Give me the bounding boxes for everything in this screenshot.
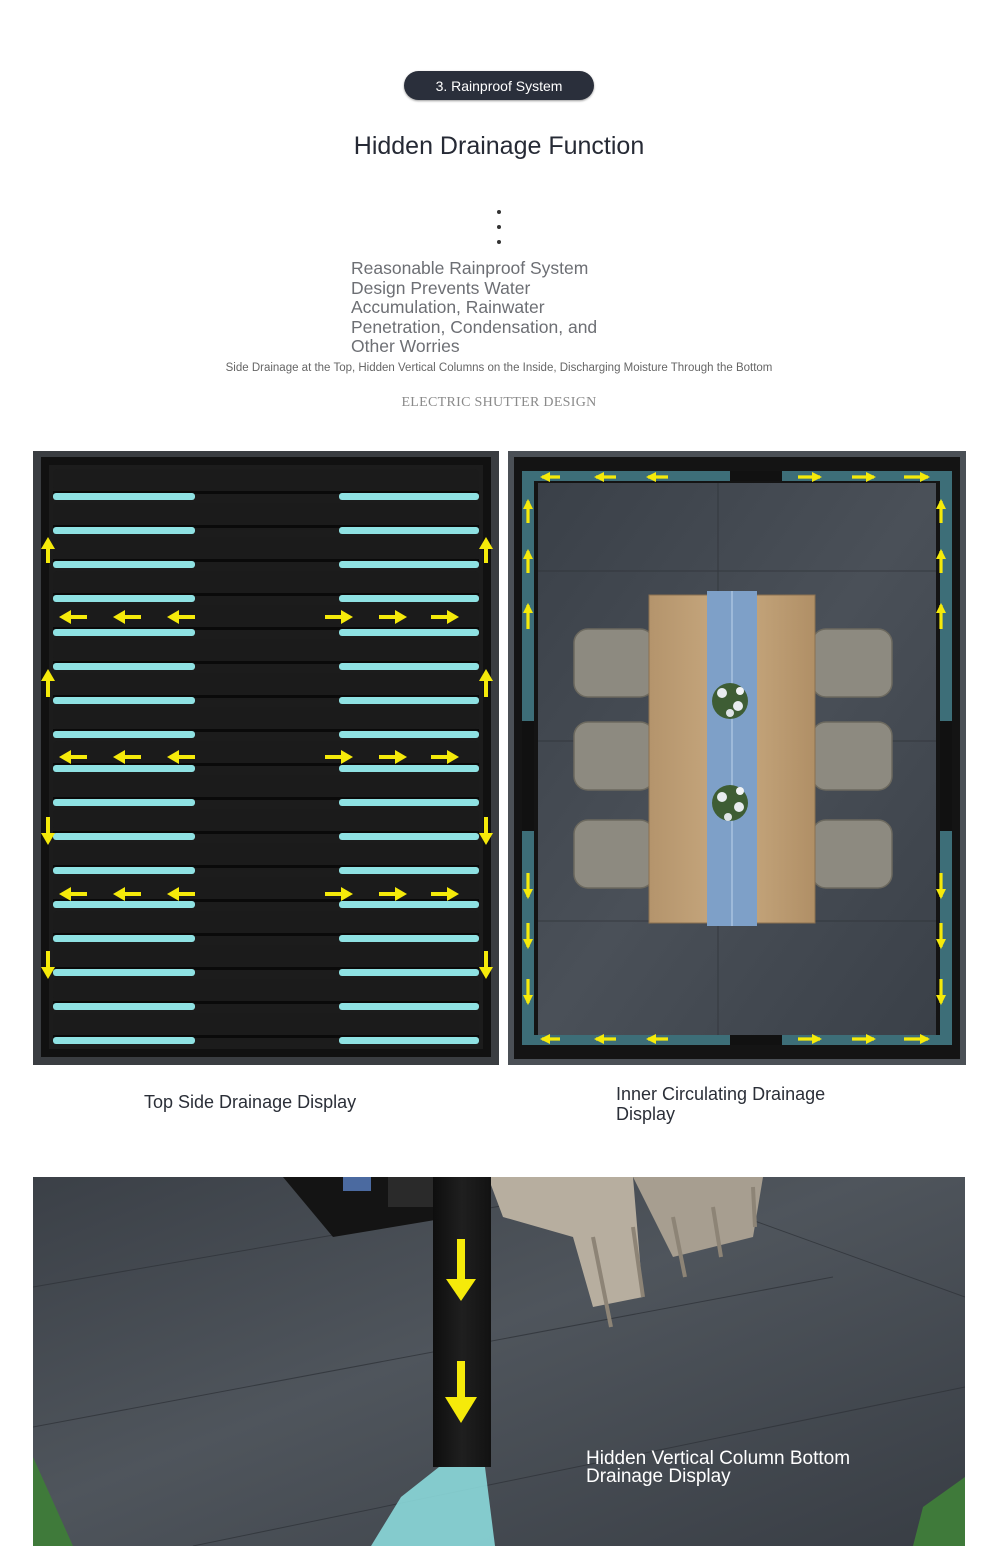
water-channel-left <box>53 663 195 670</box>
louver-slat <box>53 673 479 695</box>
water-channel-right <box>339 697 479 704</box>
water-channel-right <box>339 1037 479 1044</box>
water-channel-right <box>339 493 479 500</box>
water-channel-right <box>339 731 479 738</box>
water-channel-left <box>53 765 195 772</box>
subheading: Reasonable Rainproof System Design Prevents Water Accumulation, Rainwater Penetration, Condensation, and Other Worries <box>351 258 598 356</box>
water-channel-left <box>53 867 195 874</box>
water-channel-left <box>53 697 195 704</box>
louver-slat <box>53 639 479 661</box>
water-channel-right <box>339 595 479 602</box>
louver-slat <box>53 809 479 831</box>
vertical-column-illustration <box>33 1177 965 1546</box>
water-channel-left <box>53 969 195 976</box>
louver-slat <box>53 571 479 593</box>
water-channel-left <box>53 493 195 500</box>
brand-tagline: ELECTRIC SHUTTER DESIGN <box>401 395 597 410</box>
water-channel-right <box>339 561 479 568</box>
water-channel-left <box>53 1037 195 1044</box>
inner-circulating-drainage-label: Inner Circulating Drainage Display <box>616 1084 826 1124</box>
water-channel-right <box>339 833 479 840</box>
water-channel-right <box>339 527 479 534</box>
water-channel-right <box>339 935 479 942</box>
water-channel-left <box>53 799 195 806</box>
louver-slat <box>53 741 479 763</box>
louver-slat <box>53 1013 479 1035</box>
water-channel-right <box>339 1003 479 1010</box>
page-title: Hidden Drainage Function <box>353 132 645 160</box>
water-channel-right <box>339 969 479 976</box>
water-channel-left <box>53 629 195 636</box>
water-channel-left <box>53 527 195 534</box>
water-channel-right <box>339 901 479 908</box>
inner-circulating-drainage-image <box>508 451 966 1065</box>
water-channel-right <box>339 799 479 806</box>
louver-slat <box>53 469 479 491</box>
water-channel-left <box>53 935 195 942</box>
louver-slat <box>53 537 479 559</box>
louver-slat <box>53 911 479 933</box>
louver-roof-illustration <box>33 451 499 1065</box>
louver-slat <box>53 945 479 967</box>
table-top-view-illustration <box>508 451 966 1065</box>
water-channel-right <box>339 629 479 636</box>
water-channel-left <box>53 901 195 908</box>
water-channel-left <box>53 595 195 602</box>
water-channel-right <box>339 867 479 874</box>
louver-slat <box>53 775 479 797</box>
water-channel-right <box>339 663 479 670</box>
louver-slat <box>53 707 479 729</box>
description-caption: Side Drainage at the Top, Hidden Vertical Columns on the Inside, Discharging Moisture Through the Bottom <box>225 362 773 374</box>
column-bottom-drainage-image <box>33 1177 965 1546</box>
water-channel-left <box>53 731 195 738</box>
water-channel-left <box>53 1003 195 1010</box>
louver-slat <box>53 503 479 525</box>
section-badge: 3. Rainproof System <box>404 71 594 100</box>
louver-slat <box>53 979 479 1001</box>
column-bottom-drainage-label: Hidden Vertical Column Bottom Drainage Display <box>586 1448 851 1487</box>
louver-slat <box>53 843 479 865</box>
top-side-drainage-label: Top Side Drainage Display <box>144 1092 357 1112</box>
water-channel-left <box>53 833 195 840</box>
water-channel-right <box>339 765 479 772</box>
top-side-drainage-image <box>33 451 499 1065</box>
water-channel-left <box>53 561 195 568</box>
vertical-dots-divider <box>496 210 502 255</box>
